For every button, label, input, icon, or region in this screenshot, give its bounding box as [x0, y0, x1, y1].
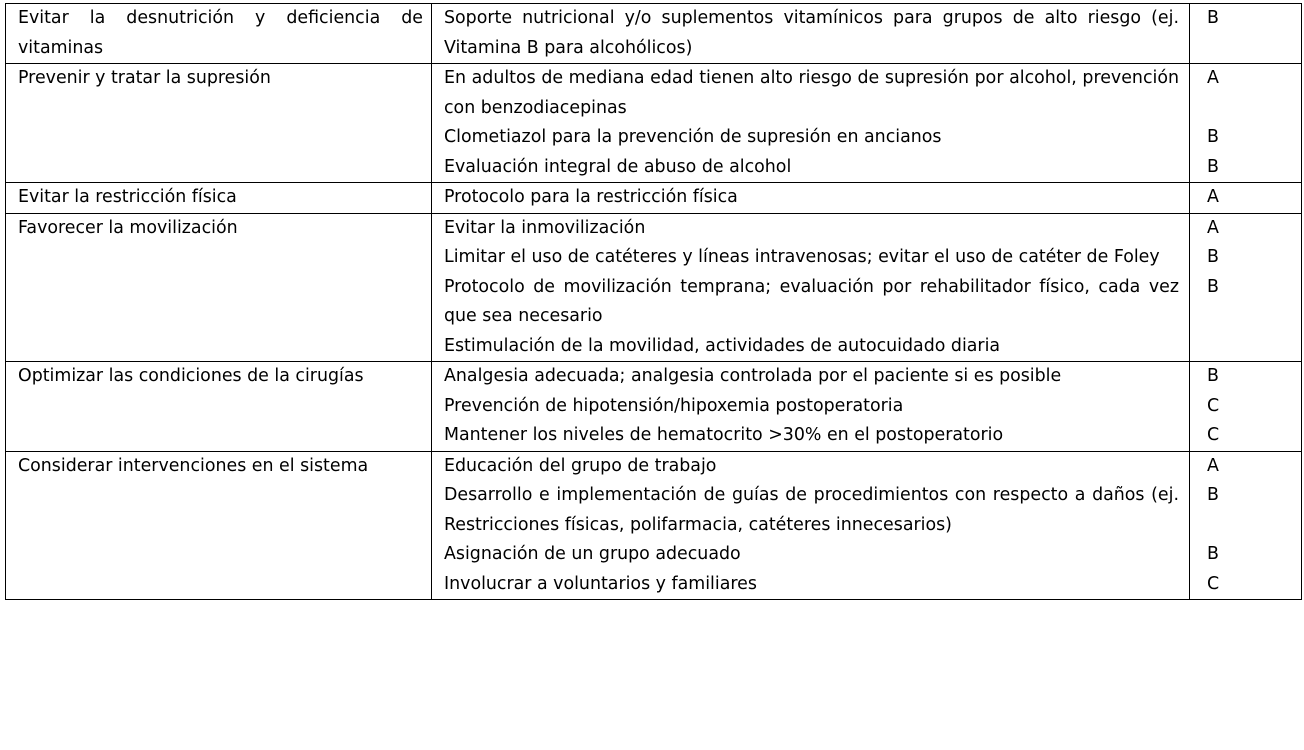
table-row — [6, 213, 1302, 243]
evidence-level-cell: A — [1190, 213, 1302, 243]
table-row — [6, 481, 1302, 540]
evidence-level-cell: B — [1190, 481, 1302, 540]
intervention-cell: Prevención de hipotensión/hipoxemia postoperatoria — [432, 392, 1190, 422]
intervention-cell: Involucrar a voluntarios y familiares — [432, 570, 1190, 600]
table-row — [6, 183, 1302, 214]
evidence-level-cell: C — [1190, 570, 1302, 600]
objective-cell: Evitar la desnutrición y deficiencia de vitaminas — [6, 4, 432, 64]
objective-cell — [6, 392, 432, 422]
table-row — [6, 273, 1302, 332]
table-row — [6, 123, 1302, 153]
table-row — [6, 243, 1302, 273]
intervention-cell: Evaluación integral de abuso de alcohol — [432, 153, 1190, 183]
recommendations-table — [5, 3, 1302, 600]
intervention-cell: Educación del grupo de trabajo — [432, 451, 1190, 481]
objective-cell — [6, 481, 432, 540]
objective-cell — [6, 243, 432, 273]
evidence-level-cell: B — [1190, 153, 1302, 183]
objective-cell — [6, 123, 432, 153]
table-row — [6, 362, 1302, 392]
objective-cell: Prevenir y tratar la supresión — [6, 64, 432, 124]
evidence-level-cell: B — [1190, 123, 1302, 153]
intervention-cell: Protocolo de movilización temprana; evaluación por rehabilitador físico, cada vez que sea necesario — [432, 273, 1190, 332]
table-row — [6, 570, 1302, 600]
evidence-level-cell: A — [1190, 64, 1302, 124]
objective-cell: Favorecer la movilización — [6, 213, 432, 243]
objective-cell — [6, 153, 432, 183]
intervention-cell: Clometiazol para la prevención de supresión en ancianos — [432, 123, 1190, 153]
evidence-level-cell: B — [1190, 362, 1302, 392]
intervention-cell: Mantener los niveles de hematocrito >30% en el postoperatorio — [432, 421, 1190, 451]
objective-cell — [6, 570, 432, 600]
intervention-cell: En adultos de mediana edad tienen alto riesgo de supresión por alcohol, prevención con benzodiacepinas — [432, 64, 1190, 124]
table-row — [6, 4, 1302, 64]
objective-cell — [6, 421, 432, 451]
evidence-level-cell: B — [1190, 243, 1302, 273]
objective-cell: Optimizar las condiciones de la cirugías — [6, 362, 432, 392]
evidence-level-cell: B — [1190, 540, 1302, 570]
intervention-cell: Protocolo para la restricción física — [432, 183, 1190, 214]
intervention-cell: Asignación de un grupo adecuado — [432, 540, 1190, 570]
intervention-cell: Desarrollo e implementación de guías de procedimientos con respecto a daños (ej. Restricciones físicas, polifarmacia, catéteres innecesarios) — [432, 481, 1190, 540]
objective-cell — [6, 540, 432, 570]
objective-cell: Considerar intervenciones en el sistema — [6, 451, 432, 481]
table-row — [6, 421, 1302, 451]
evidence-level-cell: C — [1190, 392, 1302, 422]
intervention-cell: Analgesia adecuada; analgesia controlada por el paciente si es posible — [432, 362, 1190, 392]
table-row — [6, 540, 1302, 570]
evidence-level-cell: C — [1190, 421, 1302, 451]
table-row — [6, 64, 1302, 124]
table-row — [6, 451, 1302, 481]
intervention-cell: Soporte nutricional y/o suplementos vitamínicos para grupos de alto riesgo (ej. Vitamina B para alcohólicos) — [432, 4, 1190, 64]
evidence-level-cell: B — [1190, 4, 1302, 64]
objective-cell — [6, 332, 432, 362]
evidence-level-cell: B — [1190, 273, 1302, 332]
intervention-cell: Evitar la inmovilización — [432, 213, 1190, 243]
intervention-cell: Estimulación de la movilidad, actividades de autocuidado diaria — [432, 332, 1190, 362]
table-row — [6, 392, 1302, 422]
evidence-level-cell: A — [1190, 451, 1302, 481]
intervention-cell: Limitar el uso de catéteres y líneas intravenosas; evitar el uso de catéter de Foley — [432, 243, 1190, 273]
table-row — [6, 332, 1302, 362]
table-row — [6, 153, 1302, 183]
evidence-level-cell: A — [1190, 183, 1302, 214]
objective-cell: Evitar la restricción física — [6, 183, 432, 214]
objective-cell — [6, 273, 432, 332]
evidence-level-cell — [1190, 332, 1302, 362]
